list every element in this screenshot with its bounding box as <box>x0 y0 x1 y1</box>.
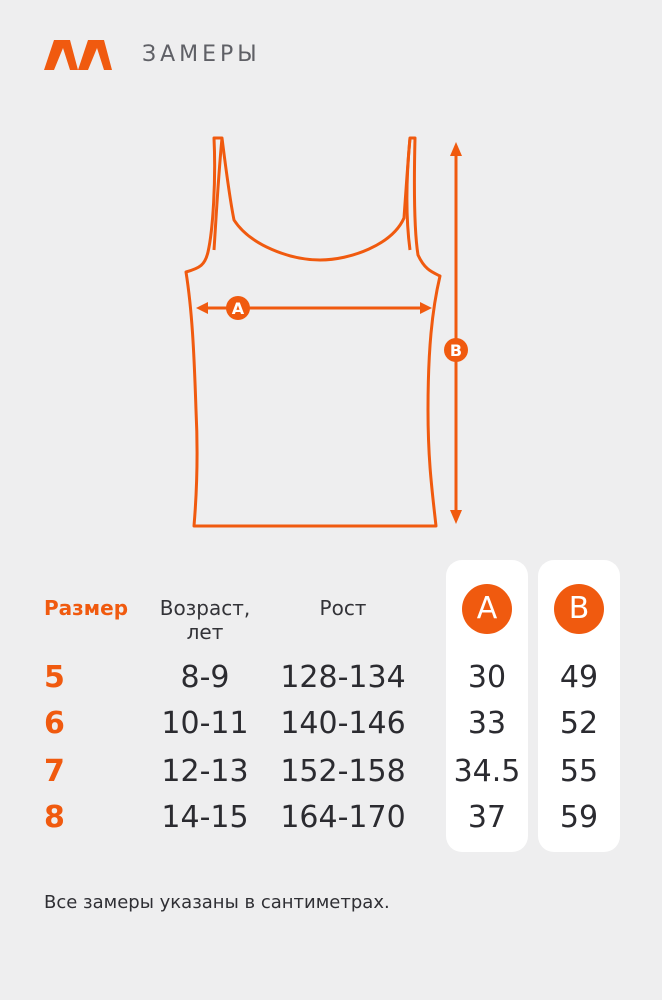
height-cell: 164-170 <box>280 800 406 835</box>
header-age <box>148 596 262 644</box>
table-row <box>0 796 662 840</box>
tank-top-diagram <box>0 120 662 540</box>
a-cell: 33 <box>467 706 507 741</box>
size-cell: 6 <box>44 706 65 741</box>
table-row <box>0 750 662 794</box>
footnote: Все замеры указаны в сантиметрах. <box>44 892 390 913</box>
age-cell: 12-13 <box>161 754 249 789</box>
column-a-badge: A <box>462 584 512 634</box>
a-cell: 30 <box>467 660 507 695</box>
header-height: Рост <box>319 596 367 620</box>
age-cell: 8-9 <box>180 660 230 695</box>
table-row <box>0 702 662 746</box>
height-cell: 152-158 <box>280 754 406 789</box>
size-cell: 5 <box>44 660 65 695</box>
age-cell: 14-15 <box>161 800 249 835</box>
b-cell: 59 <box>559 800 599 835</box>
b-cell: 52 <box>559 706 599 741</box>
header-age-line1: Возраст, <box>159 596 251 620</box>
brand-logo-icon <box>44 40 114 70</box>
page-title: ЗАМЕРЫ <box>142 42 261 67</box>
a-cell: 37 <box>467 800 507 835</box>
b-cell: 49 <box>559 660 599 695</box>
height-cell: 128-134 <box>280 660 406 695</box>
a-cell: 34.5 <box>453 754 521 789</box>
size-cell: 7 <box>44 754 65 789</box>
column-b-badge: B <box>554 584 604 634</box>
height-cell: 140-146 <box>280 706 406 741</box>
measure-b-label: B <box>449 341 463 360</box>
header-size: Размер <box>44 596 129 620</box>
table-row <box>0 656 662 700</box>
tank-top-outline <box>186 138 440 526</box>
header-age-line2: лет <box>186 620 224 644</box>
age-cell: 10-11 <box>161 706 249 741</box>
size-cell: 8 <box>44 800 65 835</box>
b-cell: 55 <box>559 754 599 789</box>
measure-a-label: A <box>231 299 245 318</box>
